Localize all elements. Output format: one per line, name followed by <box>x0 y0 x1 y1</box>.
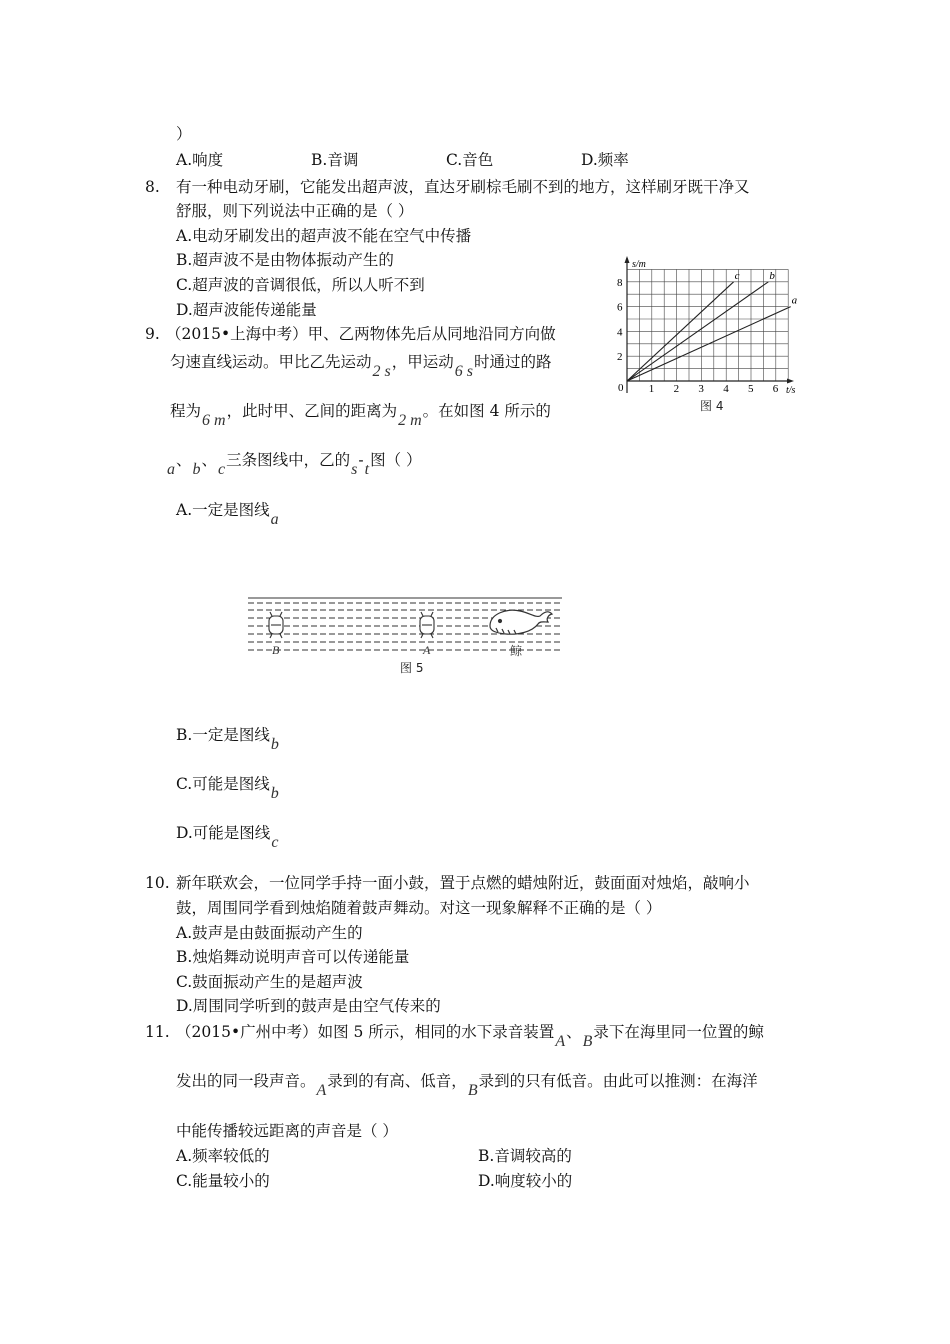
fig4-y-tick: 8 <box>617 276 623 289</box>
q7-option-a: A.响度 <box>176 151 224 169</box>
fig4-x-tick: 5 <box>748 383 754 395</box>
fig4-x-label: t/s <box>786 385 796 396</box>
q8-option-d: D.超声波能传递能量 <box>176 301 317 319</box>
q11-var-a: A <box>555 1033 566 1050</box>
fig4-y-arrow <box>625 256 630 263</box>
q9-var-b: b <box>192 461 201 478</box>
fig5-label-whale: 鲸 <box>510 644 523 658</box>
q10-option-b: B.烛焰舞动说明声音可以传递能量 <box>176 948 410 966</box>
q9-value-6s: 6 s <box>454 363 473 380</box>
q9-option-c: C.可能是图线b <box>176 775 279 802</box>
q10-number: 10. <box>145 874 170 892</box>
q9-var-a: a <box>167 461 175 478</box>
fig5-label-a: A <box>423 643 431 657</box>
whale-icon <box>490 610 552 634</box>
q9-var-s: s <box>351 461 358 478</box>
q11-options-row-1 <box>176 1146 780 1166</box>
fig4-x-tick: 4 <box>723 383 729 395</box>
fig4-x-tick: 3 <box>698 383 704 395</box>
fig4-y-tick: 4 <box>617 326 623 339</box>
q9-value-2s: 2 s <box>372 363 391 380</box>
q9-stem-4: a、b、c三条图线中，乙的s-t图（ ） <box>167 451 422 478</box>
q9-var-c: c <box>218 461 226 478</box>
q11-var-a2: A <box>316 1082 327 1099</box>
figure-5-caption: 图 5 <box>400 661 424 675</box>
q9-value-6m: 6 m <box>202 412 226 429</box>
q11-option-b: B.音调较高的 <box>478 1147 572 1165</box>
q11-option-c: C.能量较小的 <box>176 1172 270 1190</box>
fig4-origin: 0 <box>618 382 624 394</box>
q11-option-a: A.频率较低的 <box>176 1147 270 1165</box>
q9-value-2m: 2 m <box>398 412 422 429</box>
q9-stem-3: 程为6 m，此时甲、乙间的距离为2 m。在如图 4 所示的 <box>170 402 551 429</box>
q9-option-d: D.可能是图线c <box>176 824 279 851</box>
figure-5-diagram <box>248 594 564 658</box>
q9-number: 9. <box>145 325 160 343</box>
q7-options <box>176 150 716 170</box>
q11-stem-1: （2015•广州中考）如图 5 所示，相同的水下录音装置A、B录下在海里同一位置的鲸 <box>176 1023 764 1050</box>
fig4-line-label-b: b <box>769 269 775 282</box>
q11-stem-3: 中能传播较远距离的声音是（ ） <box>176 1122 398 1140</box>
q7-option-c: C.音色 <box>446 151 494 169</box>
q11-var-b2: B <box>467 1082 478 1099</box>
q7-option-b: B.音调 <box>311 151 359 169</box>
fig4-x-tick: 1 <box>648 383 655 395</box>
figure-4-graph <box>608 254 818 414</box>
q9-option-a: A.一定是图线a <box>176 501 279 528</box>
q7-option-d: D.频率 <box>581 151 629 169</box>
fig4-y-label: s/m <box>632 259 646 270</box>
q8-stem-2: 舒服，则下列说法中正确的是（ ） <box>176 202 414 220</box>
q11-number: 11. <box>145 1023 170 1041</box>
fig4-x-tick: 2 <box>673 383 680 395</box>
fig4-line-label-c: c <box>734 269 740 282</box>
fig4-line-label-a: a <box>791 294 798 307</box>
q10-option-c: C.鼓面振动产生的是超声波 <box>176 973 363 991</box>
fig4-x-arrow <box>787 379 794 384</box>
q9-var-t: t <box>364 461 370 478</box>
q10-stem-1: 新年联欢会，一位同学手持一面小鼓，置于点燃的蜡烛附近，鼓面面对烛焰，敲响小 <box>176 874 750 892</box>
q9-stem-2: 匀速直线运动。甲比乙先运动2 s，甲运动6 s时通过的路 <box>170 353 552 380</box>
figure-4-caption: 图 4 <box>700 399 724 413</box>
fig4-y-tick: 6 <box>617 301 623 314</box>
q11-stem-2: 发出的同一段声音。A录到的有高、低音，B录到的只有低音。由此可以推测：在海洋 <box>176 1072 758 1099</box>
q10-option-d: D.周围同学听到的鼓声是由空气传来的 <box>176 997 441 1015</box>
q10-option-a: A.鼓声是由鼓面振动产生的 <box>176 924 363 942</box>
q11-options-row-2 <box>176 1171 780 1191</box>
fig4-y-tick: 2 <box>617 351 623 364</box>
q9-option-b: B.一定是图线b <box>176 726 279 753</box>
fig4-x-tick: 6 <box>772 383 779 395</box>
q8-option-a: A.电动牙刷发出的超声波不能在空气中传播 <box>176 227 472 245</box>
q7-tail: ） <box>176 125 192 143</box>
q8-stem-1: 有一种电动牙刷，它能发出超声波，直达牙刷棕毛刷不到的地方，这样刷牙既干净又 <box>176 178 750 196</box>
q10-stem-2: 鼓，周围同学看到烛焰随着鼓声舞动。对这一现象解释不正确的是（ ） <box>176 899 662 917</box>
q8-option-b: B.超声波不是由物体振动产生的 <box>176 251 394 269</box>
q11-option-d: D.响度较小的 <box>478 1172 573 1190</box>
q11-var-b: B <box>582 1033 593 1050</box>
fig5-label-b: B <box>272 643 280 657</box>
q9-stem-1: （2015•上海中考）甲、乙两物体先后从同地沿同方向做 <box>166 325 556 343</box>
q8-number: 8. <box>145 178 160 196</box>
q8-option-c: C.超声波的音调很低，所以人听不到 <box>176 276 425 294</box>
